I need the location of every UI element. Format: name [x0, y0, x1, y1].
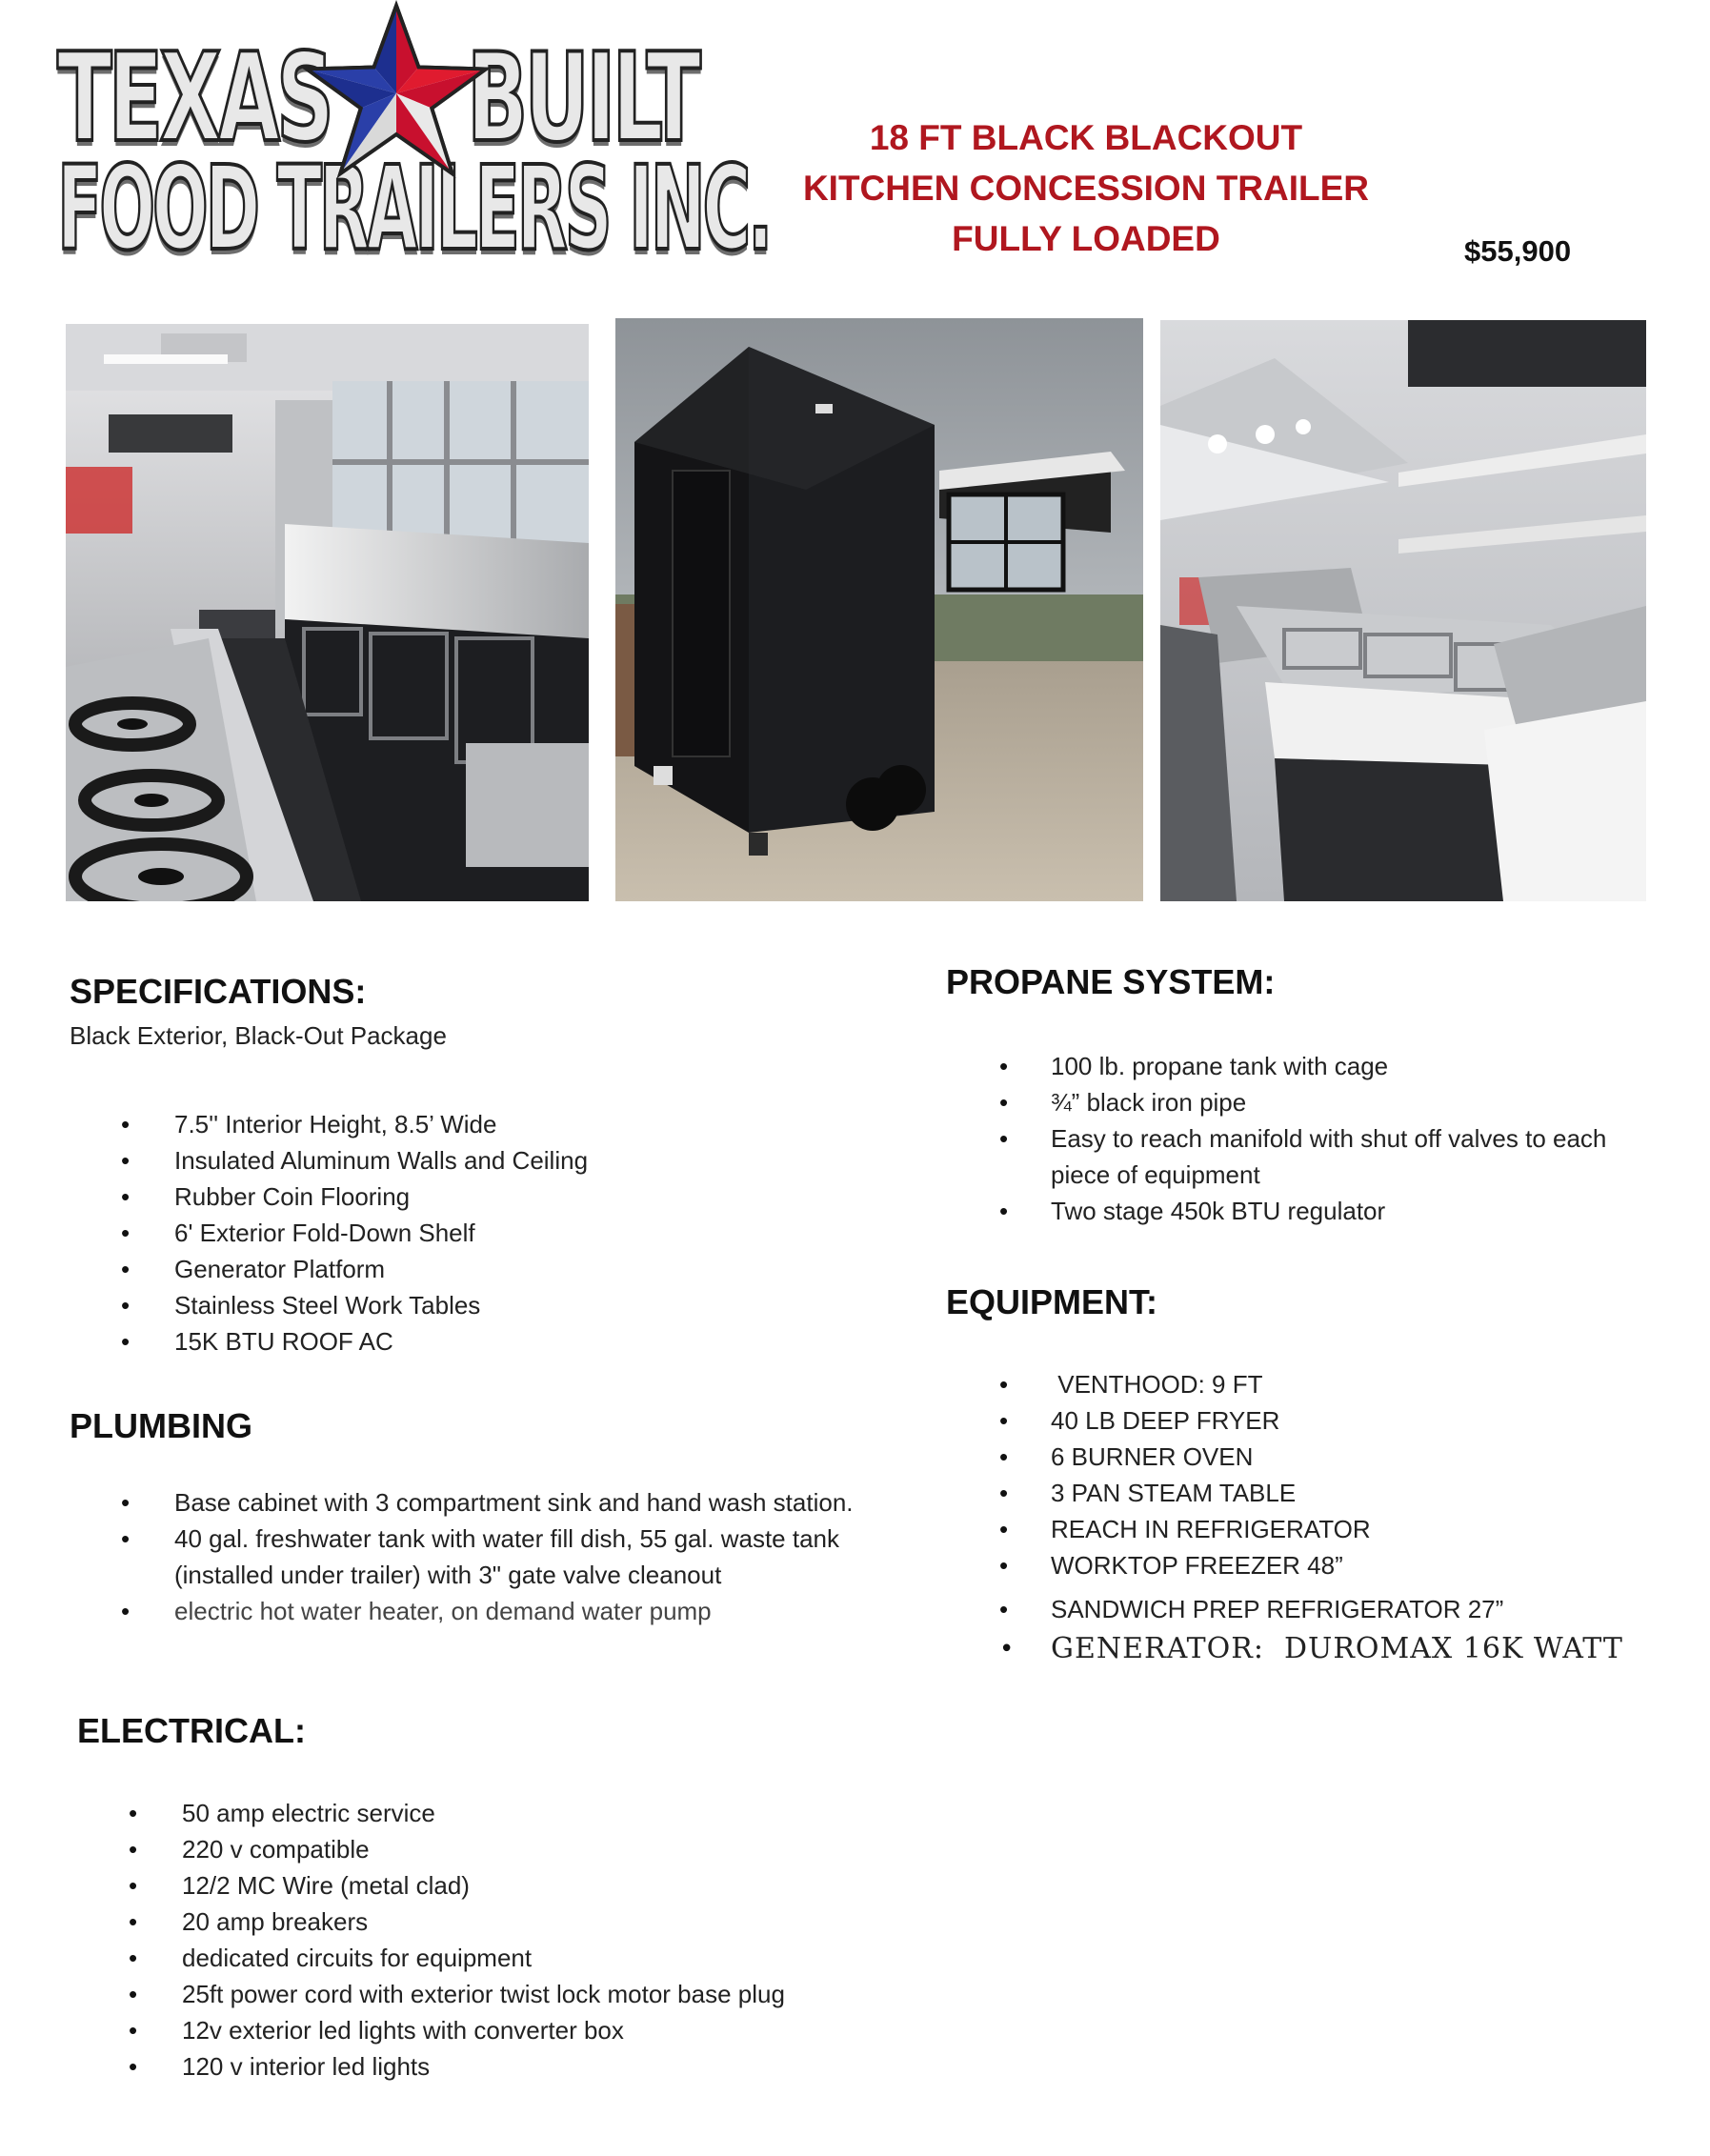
list-item: • WORKTOP FREEZER 48”	[946, 1547, 1632, 1583]
specifications-heading: SPECIFICATIONS:	[70, 972, 367, 1011]
title-line-1: 18 FT BLACK BLACKOUT	[869, 118, 1303, 157]
list-item: • Rubber Coin Flooring	[70, 1179, 889, 1215]
photo-kitchen-hood	[1160, 320, 1646, 901]
specifications-section	[70, 972, 889, 1360]
list-item: • Stainless Steel Work Tables	[70, 1287, 889, 1323]
list-item: • 12/2 MC Wire (metal clad)	[77, 1867, 896, 1904]
price-label: $55,900	[1464, 234, 1572, 268]
list-item: • 40 LB DEEP FRYER	[946, 1402, 1632, 1439]
list-item: • SANDWICH PREP REFRIGERATOR 27”	[946, 1591, 1632, 1627]
photo-kitchen-burners	[66, 324, 589, 901]
propane-heading: PROPANE SYSTEM:	[946, 962, 1276, 1001]
list-item: • 7.5'' Interior Height, 8.5’ Wide	[70, 1106, 889, 1142]
list-item: • ¾” black iron pipe	[946, 1084, 1632, 1120]
list-item: • REACH IN REFRIGERATOR	[946, 1511, 1632, 1547]
list-item: • 220 v compatible	[77, 1831, 896, 1867]
list-item: • 50 amp electric service	[77, 1795, 896, 1831]
list-item: • electric hot water heater, on demand water pump	[70, 1593, 870, 1629]
list-item: • 25ft power cord with exterior twist lock motor base plug	[77, 1976, 896, 2012]
list-item: • GENERATOR: DUROMAX 16K WATT	[946, 1627, 1632, 1671]
electrical-section	[77, 1711, 896, 2085]
list-item: • Generator Platform	[70, 1251, 889, 1287]
plumbing-section	[70, 1406, 889, 1629]
list-item: • dedicated circuits for equipment	[77, 1940, 896, 1976]
list-item: • 100 lb. propane tank with cage	[946, 1048, 1632, 1084]
list-item: • 120 v interior led lights	[77, 2048, 896, 2085]
company-logo	[57, 0, 770, 276]
list-item: • 20 amp breakers	[77, 1904, 896, 1940]
list-item: • 3 PAN STEAM TABLE	[946, 1475, 1632, 1511]
electrical-list	[77, 1795, 896, 2085]
list-item: • 6 BURNER OVEN	[946, 1439, 1632, 1475]
list-item: • 12v exterior led lights with converter box	[77, 2012, 896, 2048]
title-line-2: KITCHEN CONCESSION TRAILER	[802, 169, 1370, 208]
photo-trailer-exterior	[615, 318, 1143, 901]
list-item: • VENTHOOD: 9 FT	[946, 1366, 1632, 1402]
logo-text-texas: TEXAS	[57, 28, 331, 170]
electrical-heading: ELECTRICAL:	[77, 1711, 306, 1750]
list-item: • Two stage 450k BTU regulator	[946, 1193, 1632, 1229]
specifications-subtitle: Black Exterior, Black-Out Package	[70, 1021, 447, 1050]
list-item: • 6' Exterior Fold-Down Shelf	[70, 1215, 889, 1251]
list-item: • Insulated Aluminum Walls and Ceiling	[70, 1142, 889, 1179]
specifications-list	[70, 1106, 889, 1360]
equipment-section	[946, 1282, 1632, 1671]
list-item: • 15K BTU ROOF AC	[70, 1323, 889, 1360]
propane-section	[946, 962, 1632, 1229]
list-item: • Base cabinet with 3 compartment sink and hand wash station.	[70, 1484, 870, 1521]
listing-title	[762, 112, 1410, 264]
plumbing-heading: PLUMBING	[70, 1406, 252, 1445]
propane-list	[946, 1048, 1632, 1229]
title-line-3: FULLY LOADED	[952, 219, 1220, 258]
equipment-list	[946, 1366, 1632, 1671]
texas-star-icon	[303, 0, 490, 181]
list-item: • 40 gal. freshwater tank with water fill dish, 55 gal. waste tank (installed under trailer) with 3" gate valve cleanout	[70, 1521, 870, 1593]
logo-text-food-trailers: FOOD TRAILERS INC.	[57, 141, 770, 276]
plumbing-list	[70, 1484, 870, 1629]
equipment-heading: EQUIPMENT:	[946, 1282, 1158, 1321]
logo-text-built: BUILT	[467, 28, 698, 170]
list-item: • Easy to reach manifold with shut off valves to each piece of equipment	[946, 1120, 1632, 1193]
